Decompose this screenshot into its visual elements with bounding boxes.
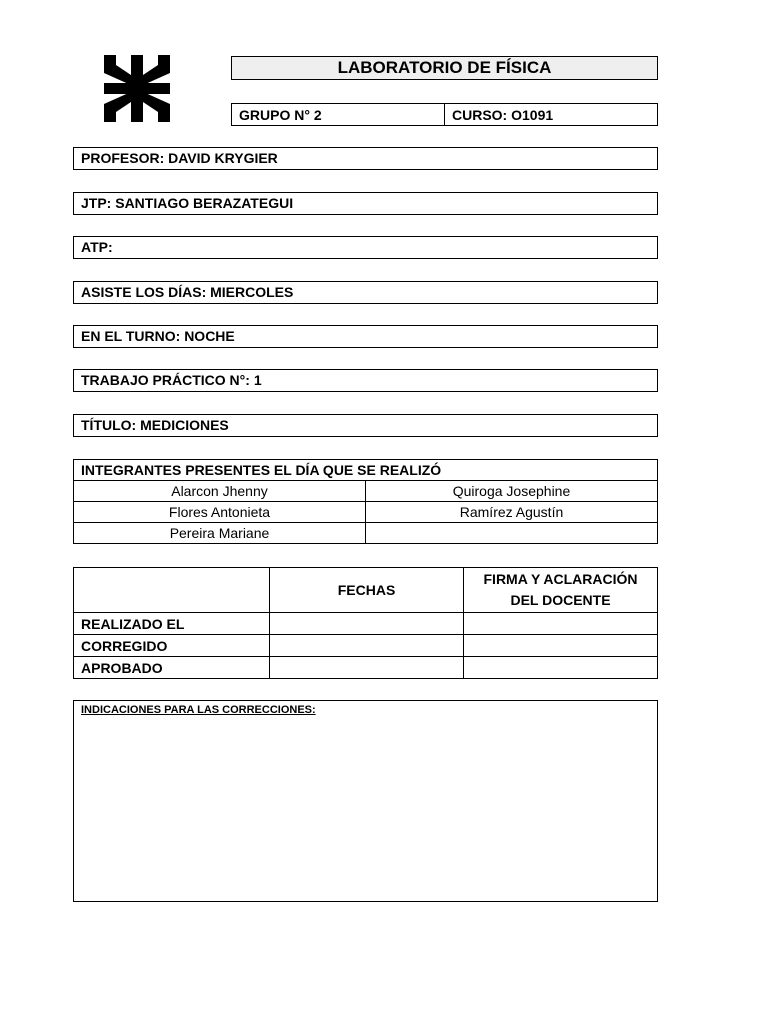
member-name: Pereira Mariane — [74, 523, 366, 544]
dates-table — [73, 567, 658, 679]
corrections-label: INDICACIONES PARA LAS CORRECCIONES: — [81, 704, 316, 716]
member-name — [366, 523, 658, 544]
shift-field: EN EL TURNO: NOCHE — [73, 325, 658, 348]
atp-field: ATP: — [73, 236, 658, 259]
members-header: INTEGRANTES PRESENTES EL DÍA QUE SE REALIZÓ — [74, 460, 658, 481]
table-row — [74, 481, 658, 502]
member-name: Quiroga Josephine — [366, 481, 658, 502]
table-row — [74, 502, 658, 523]
signature-header-line2: DEL DOCENTE — [510, 592, 611, 608]
signature-cell — [464, 635, 658, 657]
group-number: GRUPO N° 2 — [232, 104, 445, 125]
table-row — [74, 523, 658, 544]
date-cell — [270, 635, 464, 657]
signature-cell — [464, 657, 658, 679]
signature-column-header — [464, 568, 658, 613]
lab-title: LABORATORIO DE FÍSICA — [231, 56, 658, 80]
member-name: Flores Antonieta — [74, 502, 366, 523]
signature-header-line1: FIRMA Y ACLARACIÓN — [483, 571, 638, 587]
corrections-notes-box — [73, 700, 658, 902]
row-label: APROBADO — [74, 657, 270, 679]
dates-column-header: FECHAS — [270, 568, 464, 613]
date-cell — [270, 657, 464, 679]
signature-cell — [464, 613, 658, 635]
members-table — [73, 459, 658, 544]
row-label: CORREGIDO — [74, 635, 270, 657]
utn-logo-icon — [104, 55, 170, 122]
practical-number-field: TRABAJO PRÁCTICO N°: 1 — [73, 369, 658, 392]
course-code: CURSO: O1091 — [452, 106, 554, 123]
member-name: Alarcon Jhenny — [74, 481, 366, 502]
row-label: REALIZADO EL — [74, 613, 270, 635]
member-name: Ramírez Agustín — [366, 502, 658, 523]
attendance-days-field: ASISTE LOS DÍAS: MIERCOLES — [73, 281, 658, 304]
table-row — [74, 657, 658, 679]
date-cell — [270, 613, 464, 635]
table-row — [74, 613, 658, 635]
empty-corner-cell — [74, 568, 270, 613]
professor-field: PROFESOR: DAVID KRYGIER — [73, 147, 658, 170]
jtp-field: JTP: SANTIAGO BERAZATEGUI — [73, 192, 658, 215]
practical-title-field: TÍTULO: MEDICIONES — [73, 414, 658, 437]
table-row — [74, 635, 658, 657]
group-course-row — [231, 103, 658, 126]
